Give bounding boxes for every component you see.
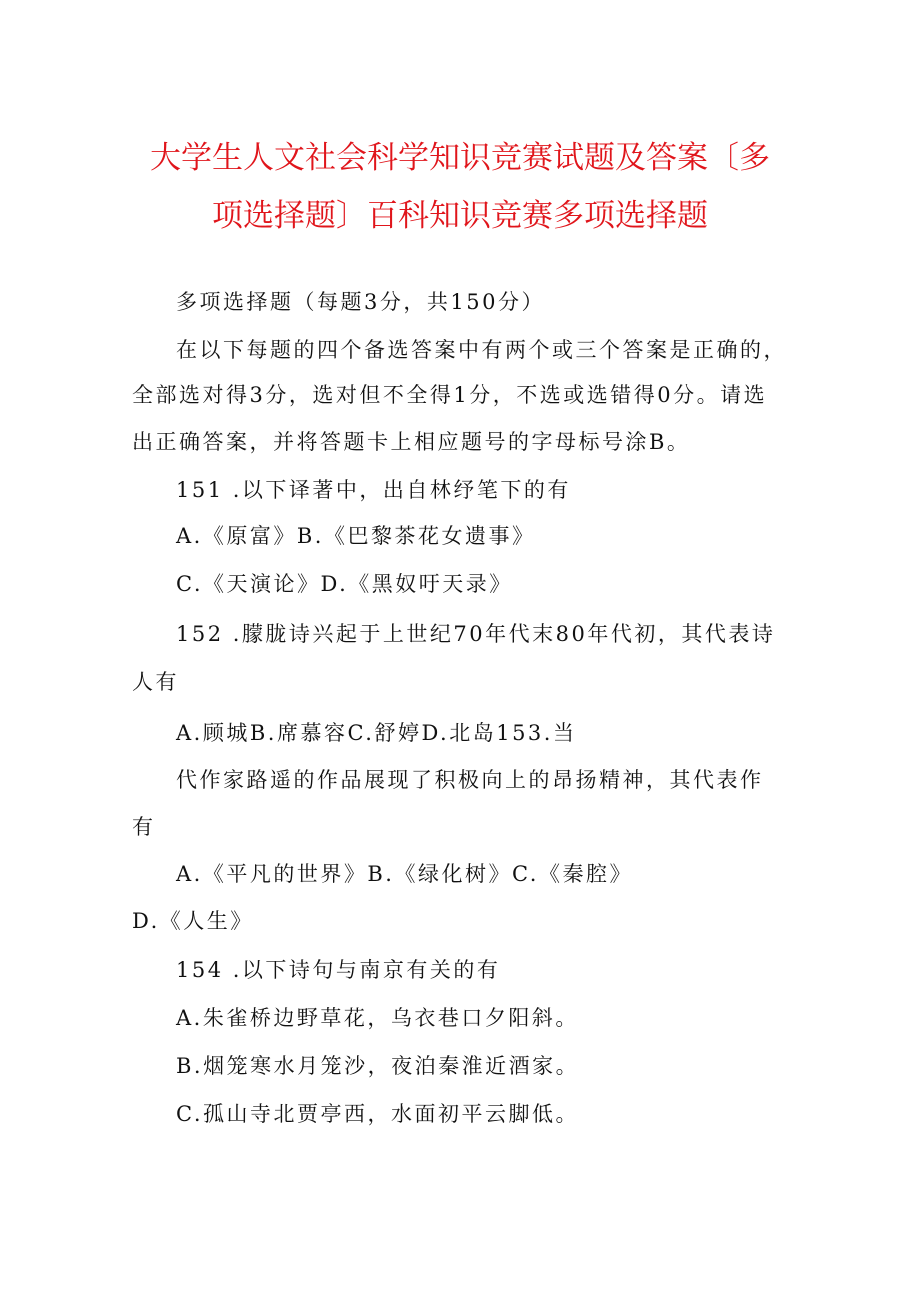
question-153-line-2: 有 [132,815,156,839]
instruction-line-2: 全部选对得3分，选对但不全得1分，不选或选错得0分。请选 [132,383,768,407]
question-152-line-2: 人有 [132,670,179,694]
question-151-options-cd: C.《天演论》D.《黑奴吁天录》 [176,572,513,596]
question-152-line-1: 152 .朦胧诗兴起于上世纪70年代末80年代初，其代表诗 [176,622,776,646]
question-153-options-abc: A.《平凡的世界》B.《绿化树》C.《秦腔》 [176,862,633,886]
question-152-options: A.顾城B.席慕容C.舒婷D.北岛153.当 [176,721,577,745]
document-title-line-2: 项选择题〕百科知识竞赛多项选择题 [212,198,708,234]
question-154-option-a: A.朱雀桥边野草花，乌衣巷口夕阳斜。 [176,1006,579,1030]
section-heading: 多项选择题（每题3分，共150分） [176,290,545,314]
question-151-options-ab: A.《原富》B.《巴黎茶花女遗事》 [176,524,536,548]
document-title-line-1: 大学生人文社会科学知识竞赛试题及答案〔多 [150,140,770,176]
question-151: 151 .以下译著中，出自林纾笔下的有 [176,478,571,502]
question-153-line-1: 代作家路遥的作品展现了积极向上的昂扬精神，其代表作 [176,768,764,792]
instruction-line-3: 出正确答案，并将答题卡上相应题号的字母标号涂B。 [132,430,691,454]
question-154-option-b: B.烟笼寒水月笼沙，夜泊秦淮近酒家。 [176,1054,580,1078]
instruction-line-1: 在以下每题的四个备选答案中有两个或三个答案是正确的， [176,338,787,362]
question-154: 154 .以下诗句与南京有关的有 [176,958,501,982]
question-153-option-d: D.《人生》 [132,909,254,933]
question-154-option-c: C.孤山寺北贾亭西，水面初平云脚低。 [176,1102,579,1126]
